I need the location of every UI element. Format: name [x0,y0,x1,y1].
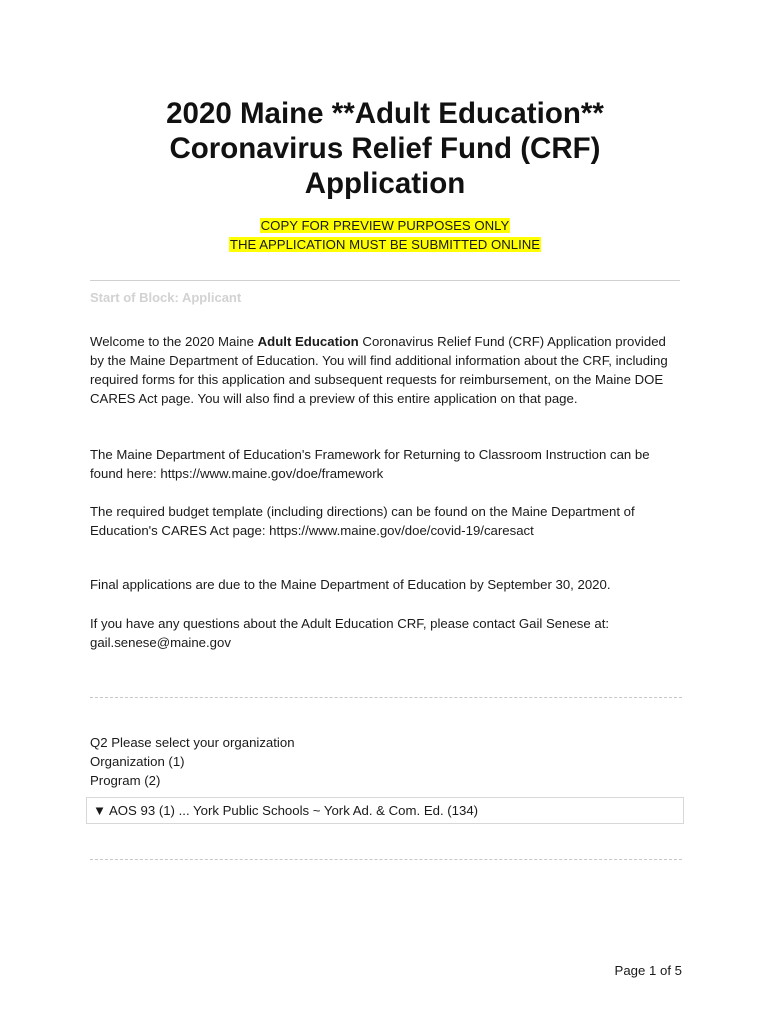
organization-select[interactable]: ▼ AOS 93 (1) ... York Public Schools ~ York Ad. & Com. Ed. (134) [86,797,684,824]
document-title [90,96,680,201]
notice-line-2: THE APPLICATION MUST BE SUBMITTED ONLINE [229,237,541,252]
title-line-1: 2020 Maine **Adult Education** [166,97,604,130]
title-line-2: Coronavirus Relief Fund (CRF) [169,132,601,165]
question-option-organization: Organization (1) [90,754,185,769]
question-divider-top [90,697,682,698]
contact-paragraph: If you have any questions about the Adult Education CRF, please contact Gail Senese at: gail.senese@maine.gov [90,616,610,650]
preview-notice [90,216,680,254]
framework-paragraph: The Maine Department of Education's Framework for Returning to Classroom Instruction can be found here: https://www.maine.gov/doe/framework [90,447,650,481]
question-option-program: Program (2) [90,773,161,788]
question-divider-bottom [90,859,682,860]
welcome-text-end: Coronavirus Relief Fund (CRF) Application provided by the Maine Department of Education. You will find additional information about the CRF, including required forms for this application and subsequent requests for reimbursement, on the Maine DOE CARES Act page. You will also find a preview of this entire application on that page. [90,334,668,406]
question-q2 [90,733,295,790]
budget-paragraph: The required budget template (including directions) can be found on the Maine Department of Education's CARES Act page: https://www.maine.gov/doe/covid-19/caresact [90,504,635,538]
deadline-paragraph: Final applications are due to the Maine Department of Education by September 30, 2020. [90,577,611,592]
title-line-3: Application [304,167,466,200]
page-number: Page 1 of 5 [614,963,682,978]
welcome-text-start: Welcome to the 2020 Maine [90,334,258,349]
welcome-paragraph [90,332,682,408]
question-prompt: Q2 Please select your organization [90,735,295,750]
block-label: Start of Block: Applicant [90,290,242,305]
section-divider [90,280,680,281]
notice-line-1: COPY FOR PREVIEW PURPOSES ONLY [260,218,510,233]
welcome-bold-text: Adult Education [257,334,359,349]
